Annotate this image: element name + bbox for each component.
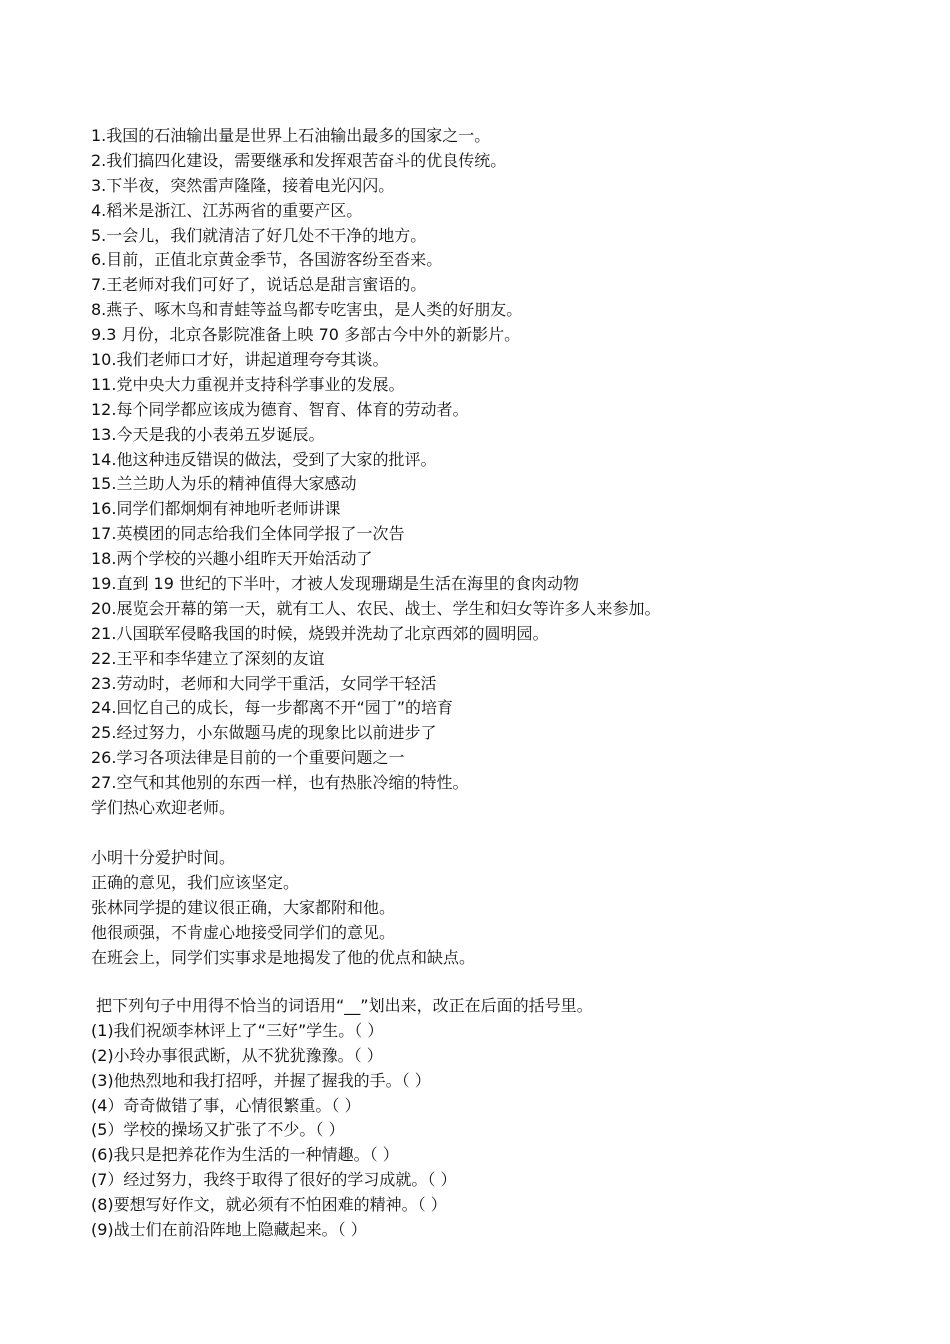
sentence-line: 1.我国的石油输出量是世界上石油输出最多的国家之一。	[91, 126, 491, 145]
exercise-section	[91, 994, 931, 1243]
exercise-item: (9)战士们在前沿阵地上隐藏起来。（ ）	[91, 1220, 367, 1240]
sentence-line: 8.燕子、啄木鸟和青蛙等益鸟都专吃害虫，是人类的好朋友。	[91, 300, 523, 320]
sentence-line: 4.稻米是浙江、江苏两省的重要产区。	[91, 200, 363, 220]
sentence-line: 25.经过努力，小东做题马虎的现象比以前进步了	[91, 723, 437, 743]
sentence-line: 11.党中央大力重视并支持科学事业的发展。	[91, 374, 405, 394]
sentence-line: 13.今天是我的小表弟五岁诞辰。	[91, 424, 325, 444]
sentence-line: 2.我们搞四化建设，需要继承和发挥艰苦奋斗的优良传统。	[91, 150, 507, 170]
sentence-line: 18.两个学校的兴趣小组昨天开始活动了	[91, 549, 373, 569]
sentence-line: 19.直到 19 世纪的下半叶，才被人发现珊瑚是生活在海里的食肉动物	[91, 574, 579, 594]
sentence-line: 26.学习各项法律是目前的一个重要问题之一	[91, 748, 405, 768]
sentence-line: 10.我们老师口才好，讲起道理夸夸其谈。	[91, 350, 389, 370]
sentence-line: 17.英模团的同志给我们全体同学报了一次告	[91, 524, 405, 544]
sentence-line: 小明十分爱护时间。	[91, 848, 236, 867]
sentence-line: 21.八国联军侵略我国的时候，烧毁并洗劫了北京西郊的圆明园。	[91, 623, 549, 643]
exercise-item: (7）经过努力，我终于取得了很好的学习成就。（ ）	[91, 1170, 457, 1190]
exercise-item: (8)要想写好作文，就必须有不怕困难的精神。（ ）	[91, 1195, 447, 1215]
sentence-line: 20.展览会开幕的第一天，就有工人、农民、战士、学生和妇女等许多人来参加。	[91, 598, 661, 618]
sentence-line: 他很顽强，不肯虚心地接受同学们的意见。	[91, 922, 396, 942]
exercise-item: (1)我们祝颂李林评上了“三好”学生。（ ）	[91, 1020, 384, 1040]
exercise-instruction: 把下列句子中用得不恰当的词语用“__”划出来，改正在后面的括号里。	[96, 996, 593, 1015]
sentence-line: 3.下半夜，突然雷声隆隆，接着电光闪闪。	[91, 175, 395, 195]
sentence-group-a	[91, 846, 931, 970]
sentence-line: 23.劳动时，老师和大同学干重活，女同学干轻活	[91, 673, 437, 693]
numbered-sentence-list	[91, 124, 931, 821]
sentence-line: 张林同学提的建议很正确，大家都附和他。	[91, 897, 396, 917]
sentence-line: 7.王老师对我们可好了，说话总是甜言蜜语的。	[91, 275, 427, 295]
sentence-line: 12.每个同学都应该成为德育、智育、体育的劳动者。	[91, 399, 469, 419]
sentence-line: 6.目前，正值北京黄金季节，各国游客纷至沓来。	[91, 250, 443, 270]
exercise-item: (3)他热烈地和我打招呼，并握了握我的手。（ ）	[91, 1070, 431, 1090]
sentence-line: 9.3 月份，北京各影院准备上映 70 多部古今中外的新影片。	[91, 325, 521, 345]
sentence-line: 5.一会儿，我们就清洁了好几处不干净的地方。	[91, 225, 427, 245]
sentence-line: 22.王平和李华建立了深刻的友谊	[91, 648, 325, 668]
sentence-line: 24.回忆自己的成长，每一步都离不开“园丁”的培育	[91, 698, 454, 718]
exercise-item: (2)小玲办事很武断，从不犹犹豫豫。（ ）	[91, 1045, 383, 1065]
sentence-line: 正确的意见，我们应该坚定。	[91, 872, 300, 892]
sentence-line: 27.空气和其他别的东西一样，也有热胀冷缩的特性。	[91, 773, 469, 793]
sentence-line: 15.兰兰助人为乐的精神值得大家感动	[91, 474, 357, 494]
exercise-item: (4）奇奇做错了事，心情很繁重。（ ）	[91, 1095, 361, 1115]
exercise-item: (6)我只是把养花作为生活的一种情趣。（ ）	[91, 1145, 399, 1165]
exercise-item: (5）学校的操场又扩张了不少。（ ）	[91, 1120, 345, 1140]
sentence-line: 16.同学们都炯炯有神地听老师讲课	[91, 499, 341, 519]
sentence-line: 在班会上，同学们实事求是地揭发了他的优点和缺点。	[91, 947, 476, 967]
sentence-line: 14.他这种违反错误的做法，受到了大家的批评。	[91, 449, 437, 469]
sentence-line: 学们热心欢迎老师。	[91, 798, 236, 818]
